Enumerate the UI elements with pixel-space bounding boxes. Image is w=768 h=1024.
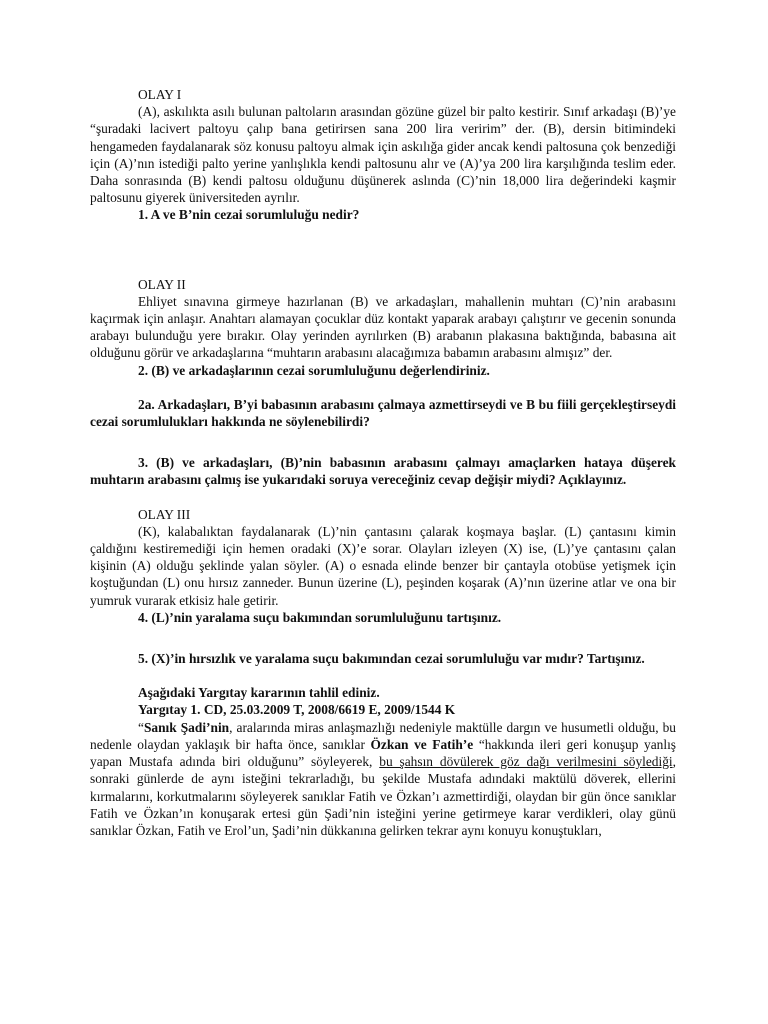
spacer — [90, 430, 676, 454]
spacer — [90, 667, 676, 684]
question-2a: 2a. Arkadaşları, B’yi babasının arabasını çalmaya azmettirseydi ve B bu fiili gerçekleştirseydi cezai sorumlulukları hakkında ne söylenebilirdi? — [90, 396, 676, 430]
olay2-text: Ehliyet sınavına girmeye hazırlanan (B) ve arkadaşları, mahallenin muhtarı (C)’nin arabasını kaçırmak için anlaşır. Anahtarı alamayan çocuklar düz kontakt yaparak arabayı çalıştırır ve gecenin sonunda arabayı bulunduğu yere bırakır. Olay yerinden ayrılırken (B) arabanın plakasına baktığında, babasına ait olduğunu görür ve arkadaşlarına “muhtarın arabasını alacağımıza babamın arabasını almışız” der. — [90, 293, 676, 361]
defendants-names: Özkan ve Fatih’e — [370, 736, 474, 752]
yargitay-text — [90, 719, 676, 839]
spacer — [90, 224, 676, 276]
yargitay-text-part2: “hakkında ileri geri konuşup yanlış yapan Mustafa adında biri olduğunu” söyleyerek, — [90, 736, 677, 770]
document-page — [90, 86, 676, 839]
yargitay-text-part1: , aralarında miras anlaşmazlığı nedeniyle maktülle dargın ve husumetli olduğu, bu nedenle olaydan yaklaşık bir hafta önce, sanıklar — [90, 719, 676, 752]
defendant-name: Sanık Şadi’nin — [143, 719, 230, 735]
yargitay-instruction: Aşağıdaki Yargıtay kararının tahlil ediniz. — [138, 685, 380, 701]
olay1-text: (A), askılıkta asılı bulunan paltoların arasından gözüne güzel bir palto kestirir. Sınıf arkadaşı (B)’ye “şuradaki lacivert paltoyu çalıp bana getirirsen sana 200 lira veririm” der. (B), dersin bitimindeki hengameden faydalanarak söz konusu paltoyu almak için askılığa gider ancak kendi paltosuna çok benzediği için (A)’nın istediği palto yerine yanlışlıkla kendi paltosunu alır ve (A)’ya 200 lira karşılığında teslim eder. Daha sonrasında (B) kendi paltosu olduğunu düşünerek aslında (C)’nin 18,000 lira değerindeki kaşmir paltosunu giyerek üniversiteden ayrılır. — [90, 104, 676, 206]
question-5: 5. (X)’in hırsızlık ve yaralama suçu bakımından cezai sorumluluğu var mıdır? Tartışınız. — [138, 651, 645, 667]
yargitay-citation: Yargıtay 1. CD, 25.03.2009 T, 2008/6619 E, 2009/1544 K — [138, 702, 456, 718]
question-4: 4. (L)’nin yaralama suçu bakımından sorumluluğunu tartışınız. — [138, 609, 502, 625]
open-quote: “ — [138, 719, 144, 735]
spacer — [90, 489, 676, 506]
spacer — [90, 626, 676, 650]
olay3-text: (K), kalabalıktan faydalanarak (L)’nin çantasını çalarak koşmaya başlar. (L) çantasını kimin çaldığını kestiremediği için hemen oradaki (X)’e sorar. Olayları izleyen (X) ise, (L)’ye çantasını çalan kişinin (A) olduğu şeklinde yalan söyler. (A) o esnada elinde benzer bir çantayla otobüse yetişmek için koştuğundan (L) onu hırsız zanneder. Bunun üzerine (L), peşinden koşarak (A)’nın üzerine atlar ve ona bir yumruk vurarak etkisiz hale getirir. — [90, 523, 676, 608]
underlined-phrase: bu şahsın dövülerek göz dağı verilmesini söylediği — [379, 754, 673, 770]
question-3: 3. (B) ve arkadaşları, (B)’nin babasının arabasını çalmayı amaçlarken hataya düşerek muhtarın arabasını çalmış ise yukarıdaki soruya vereceğiniz cevap değişir miydi? Açıklayınız. — [90, 455, 676, 488]
question-1: 1. A ve B’nin cezai sorumluluğu nedir? — [138, 207, 360, 223]
yargitay-text-part3: , sonraki günlerde de aynı isteğini tekrarladığı, bu şekilde Mustafa adındaki maktülü döverek, ellerini kırmalarını, korkutmalarını söyleyerek sanıklar Fatih ve Özkan’ı azmettirdiği, olaydan bir gün önce sanıklar Fatih ve Özkan’ın konuşarak ertesi gün Şadi’nin isteğini yerine getirmeye karar verdikleri, olay günü sanıklar Özkan, Fatih ve Erol’un, Şadi’nin dükkanına gelirken tekrar aynı konuyu konuştukları, — [90, 754, 676, 838]
olay2-title: OLAY II — [138, 276, 186, 292]
olay3-title: OLAY III — [138, 506, 191, 522]
olay1-title: OLAY I — [138, 87, 182, 102]
spacer — [90, 379, 676, 396]
question-2: 2. (B) ve arkadaşlarının cezai sorumluluğunu değerlendiriniz. — [138, 362, 490, 378]
